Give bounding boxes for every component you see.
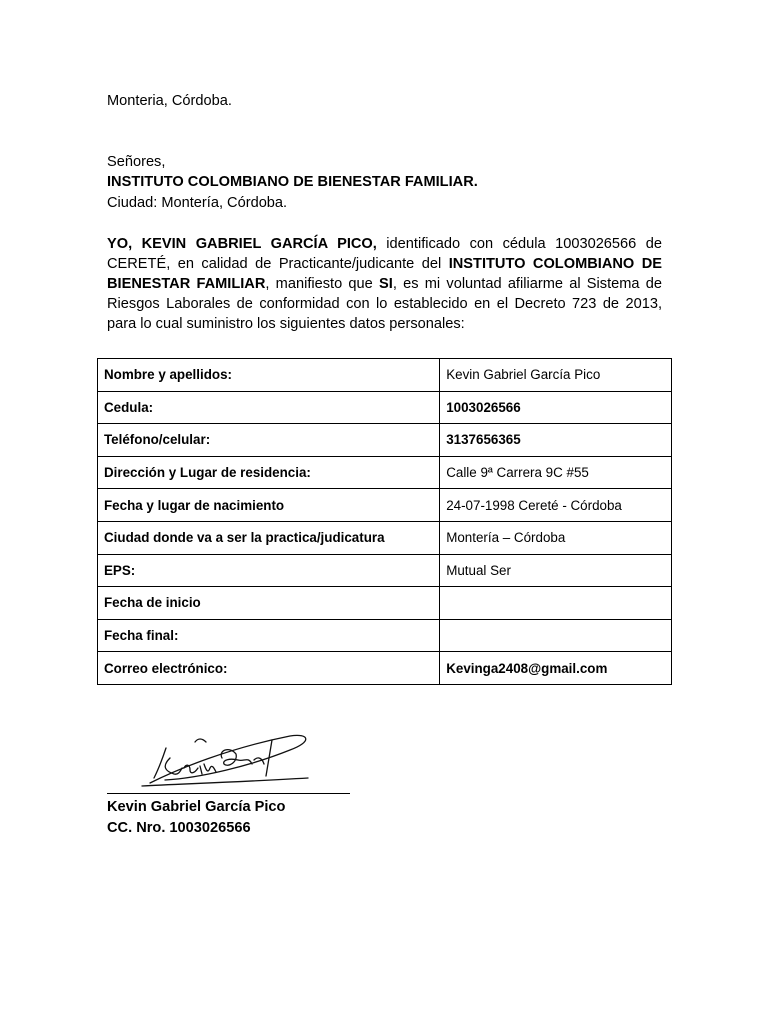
table-row <box>98 391 672 424</box>
location-line: Monteria, Córdoba. <box>107 93 232 109</box>
row-value: Kevinga2408@gmail.com <box>440 652 672 685</box>
row-value: Mutual Ser <box>440 554 672 587</box>
row-label: Fecha y lugar de nacimiento <box>98 489 440 522</box>
row-label: Ciudad donde va a ser la practica/judicatura <box>98 521 440 554</box>
table-row <box>98 619 672 652</box>
row-label: Nombre y apellidos: <box>98 359 440 392</box>
signer-name: Kevin Gabriel García Pico <box>107 799 286 815</box>
row-value: 24-07-1998 Cereté - Córdoba <box>440 489 672 522</box>
signer-id: CC. Nro. 1003026566 <box>107 820 251 836</box>
row-label: Correo electrónico: <box>98 652 440 685</box>
personal-data-table <box>97 358 672 685</box>
row-label: Fecha final: <box>98 619 440 652</box>
table-row <box>98 587 672 620</box>
signature-line <box>107 793 350 794</box>
handwritten-signature <box>140 728 310 790</box>
row-label: Dirección y Lugar de residencia: <box>98 456 440 489</box>
row-value: Kevin Gabriel García Pico <box>440 359 672 392</box>
body-line-1: YO, KEVIN GABRIEL GARCÍA PICO, identificado con cédula 1003026566 de <box>107 236 662 252</box>
row-value <box>440 619 672 652</box>
row-label: Teléfono/celular: <box>98 424 440 457</box>
body-paragraph <box>107 234 662 334</box>
table-row <box>98 652 672 685</box>
addressee-institution: INSTITUTO COLOMBIANO DE BIENESTAR FAMILIAR. <box>107 174 478 190</box>
table-row <box>98 489 672 522</box>
row-label: Fecha de inicio <box>98 587 440 620</box>
body-line-5: para lo cual suministro los siguientes datos personales: <box>107 316 465 332</box>
row-value: Calle 9ª Carrera 9C #55 <box>440 456 672 489</box>
row-value <box>440 587 672 620</box>
addressee-city: Ciudad: Montería, Córdoba. <box>107 195 288 211</box>
table-row <box>98 424 672 457</box>
body-line-2: CERETÉ, en calidad de Practicante/judicante del INSTITUTO COLOMBIANO DE <box>107 256 662 272</box>
table-row <box>98 521 672 554</box>
body-line-3: BIENESTAR FAMILIAR, manifiesto que SI, es mi voluntad afiliarme al Sistema de <box>107 276 662 292</box>
row-value: 1003026566 <box>440 391 672 424</box>
table-row <box>98 554 672 587</box>
row-label: EPS: <box>98 554 440 587</box>
table-row <box>98 359 672 392</box>
row-value: Montería – Córdoba <box>440 521 672 554</box>
table-row <box>98 456 672 489</box>
row-label: Cedula: <box>98 391 440 424</box>
body-line-4: Riesgos Laborales de conformidad con lo establecido en el Decreto 723 de 2013, <box>107 296 662 312</box>
row-value: 3137656365 <box>440 424 672 457</box>
salutation: Señores, <box>107 154 166 170</box>
